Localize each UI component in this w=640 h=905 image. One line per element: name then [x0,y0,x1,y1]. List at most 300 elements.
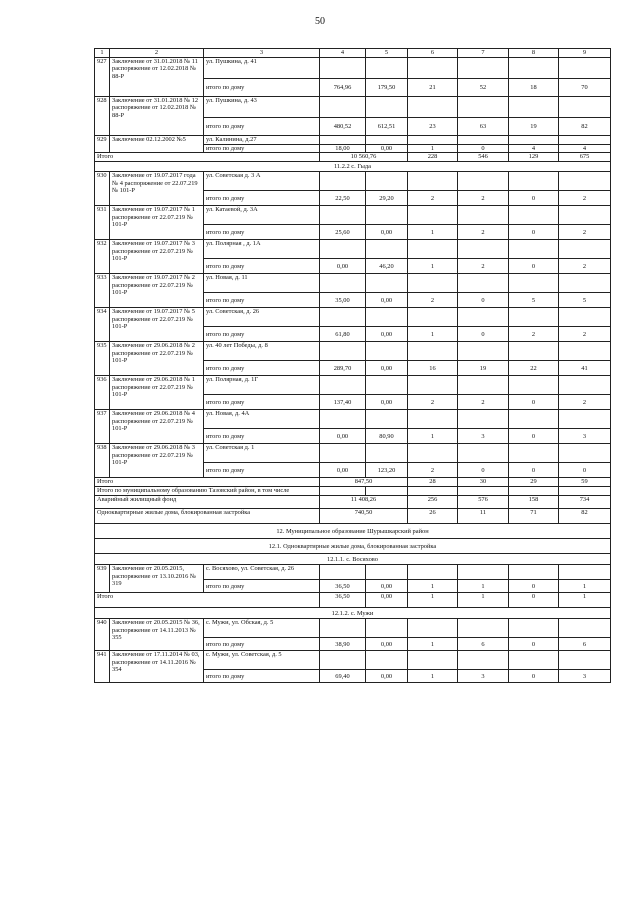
empty-cell [320,97,366,118]
record-document: Заключение от 29.06.2018 № 1 распоряжение от 22.07.219 № 101-Р [110,376,204,410]
value-cell: 0 [509,670,559,683]
empty-cell [320,342,366,361]
value-cell: 137,40 [320,395,366,410]
empty-cell [320,444,366,463]
value-cell: 71 [509,509,559,524]
value-cell: 10 560,76 [320,153,408,162]
empty-cell [509,410,559,429]
value-cell: 22,50 [320,191,366,206]
total-label: Одноквартирные жилые дома, блокированная застройка [95,509,320,524]
record-total-label: итого по дому [204,191,320,206]
record-row [95,619,611,638]
record-row [95,136,611,145]
empty-cell [408,172,458,191]
empty-cell [458,487,509,496]
record-number: 928 [95,97,110,136]
empty-cell [366,410,408,429]
empty-cell [366,565,408,580]
value-cell: 0 [509,463,559,478]
emergency-row [95,496,611,509]
record-number: 935 [95,342,110,376]
value-cell: 80,90 [366,429,408,444]
empty-cell [458,240,509,259]
empty-cell [366,619,408,638]
empty-cell [320,619,366,638]
record-total-label: итого по дому [204,225,320,240]
value-cell: 18 [509,79,559,97]
empty-cell [366,206,408,225]
empty-cell [559,58,611,79]
record-address: ул. Пушкина, д. 43 [204,97,320,118]
total-label: Итого [95,153,320,162]
value-cell: 1 [408,593,458,608]
empty-cell [458,565,509,580]
record-number: 941 [95,651,110,683]
empty-cell [458,136,509,145]
record-total-label: итого по дому [204,429,320,444]
empty-cell [366,240,408,259]
value-cell: 256 [408,496,458,509]
section-row [95,554,611,565]
value-cell: 52 [458,79,509,97]
record-address: ул. Советская д. 3 А [204,172,320,191]
value-cell: 289,70 [320,361,366,376]
value-cell: 19 [509,118,559,136]
value-cell: 0,00 [320,259,366,274]
record-document: Заключение от 17.11.2014 № 03, распоряжение от 14.11.2016 № 354 [110,651,204,683]
district-row [95,487,611,496]
empty-cell [366,58,408,79]
value-cell: 23 [408,118,458,136]
record-row [95,206,611,225]
value-cell: 0 [509,225,559,240]
record-row [95,58,611,79]
value-cell: 63 [458,118,509,136]
record-address: ул. 40 лет Победы, д. 8 [204,342,320,361]
section-row [95,162,611,172]
housing-table [94,48,611,683]
empty-cell [559,619,611,638]
empty-cell [509,565,559,580]
empty-cell [320,376,366,395]
value-cell: 0,00 [366,145,408,153]
empty-cell [509,172,559,191]
value-cell: 158 [509,496,559,509]
value-cell: 4 [559,145,611,153]
record-address: ул. Пушкина, д. 41 [204,58,320,79]
record-row [95,565,611,580]
value-cell: 480,52 [320,118,366,136]
section-row [95,524,611,539]
value-cell: 6 [458,638,509,651]
value-cell: 82 [559,118,611,136]
empty-cell [559,651,611,670]
value-cell: 2 [408,293,458,308]
record-row [95,97,611,118]
empty-cell [509,487,559,496]
record-document: Заключение от 20.05.2015 № 36, распоряжение от 14.11.2013 № 355 [110,619,204,651]
empty-cell [320,172,366,191]
empty-cell [458,274,509,293]
value-cell: 129 [509,153,559,162]
total-row [95,593,611,608]
value-cell: 3 [458,670,509,683]
value-cell: 2 [509,327,559,342]
value-cell: 11 [458,509,509,524]
empty-cell [320,651,366,670]
empty-cell [458,376,509,395]
district-total-label: Итого по муниципальному образованию Тазовский район, в том числе [95,487,320,496]
empty-cell [559,97,611,118]
section-row [95,608,611,619]
value-cell: 6 [559,638,611,651]
empty-cell [320,410,366,429]
value-cell: 18,00 [320,145,366,153]
record-total-label: итого по дому [204,118,320,136]
record-document: Заключение от 19.07.2017 № 3 распоряжение от 22.07.219 № 101-Р [110,240,204,274]
value-cell: 1 [559,593,611,608]
record-number: 929 [95,136,110,153]
record-row [95,308,611,327]
empty-cell [408,58,458,79]
empty-cell [366,376,408,395]
empty-cell [559,376,611,395]
empty-cell [366,444,408,463]
column-header: 4 [320,49,366,58]
page-number: 50 [315,16,325,27]
record-address: ул. Советская, д. 26 [204,308,320,327]
value-cell: 5 [559,293,611,308]
record-document: Заключение от 19.07.2017 № 2 распоряжение от 22.07.219 № 101-Р [110,274,204,308]
total-label: Итого [95,478,320,487]
value-cell: 228 [408,153,458,162]
record-address: ул. Полярная , д. 1А [204,240,320,259]
value-cell: 1 [408,638,458,651]
empty-cell [320,565,366,580]
record-number: 930 [95,172,110,206]
record-document: Заключение от 29.06.2018 № 4 распоряжение от 22.07.219 № 101-Р [110,410,204,444]
empty-cell [559,274,611,293]
record-address: ул. Калинина, д.27 [204,136,320,145]
value-cell: 2 [408,463,458,478]
single-family-row [95,509,611,524]
empty-cell [458,619,509,638]
empty-cell [408,410,458,429]
record-row [95,444,611,463]
empty-cell [559,565,611,580]
value-cell: 82 [559,509,611,524]
value-cell: 1 [408,259,458,274]
empty-cell [366,172,408,191]
value-cell: 29,20 [366,191,408,206]
empty-cell [458,172,509,191]
empty-cell [458,97,509,118]
value-cell: 70 [559,79,611,97]
value-cell: 0,00 [320,429,366,444]
empty-cell [408,444,458,463]
value-cell: 0 [458,293,509,308]
section-title: 11.2.2 с. Гыда [95,162,611,172]
empty-cell [458,342,509,361]
record-address: ул. Полярная, д. 1Г [204,376,320,395]
empty-cell [408,376,458,395]
value-cell: 0 [509,429,559,444]
record-number: 933 [95,274,110,308]
value-cell: 1 [559,580,611,593]
record-address: ул. Советская д. 1 [204,444,320,463]
empty-cell [458,651,509,670]
empty-cell [408,619,458,638]
value-cell: 847,50 [320,478,408,487]
section-title: 12.1.1. с. Восяхово [95,554,611,565]
empty-cell [559,172,611,191]
section-title: 12.1.2. с. Мужи [95,608,611,619]
record-document: Заключение от 19.07.2017 года № 4 распоряжение от 22.07.219 № 101-Р [110,172,204,206]
column-header: 1 [95,49,110,58]
record-document: Заключение 02.12.2002 №5 [110,136,204,153]
value-cell: 46,20 [366,259,408,274]
empty-cell [509,619,559,638]
record-number: 932 [95,240,110,274]
empty-cell [509,97,559,118]
record-address: с. Мужи, ул. Советская, д. 5 [204,651,320,670]
value-cell: 36,50 [320,593,366,608]
record-address: с. Восяхово, ул. Советская, д. 26 [204,565,320,580]
record-number: 940 [95,619,110,651]
value-cell: 2 [458,259,509,274]
value-cell: 16 [408,361,458,376]
value-cell: 61,80 [320,327,366,342]
record-row [95,651,611,670]
record-row [95,240,611,259]
empty-cell [408,342,458,361]
empty-cell [559,206,611,225]
record-number: 936 [95,376,110,410]
empty-cell [408,274,458,293]
value-cell: 0,00 [366,670,408,683]
value-cell: 1 [408,225,458,240]
record-total-label: итого по дому [204,327,320,342]
record-document: Заключение от 29.06.2018 № 2 распоряжение от 22.07.219 № 101-Р [110,342,204,376]
empty-cell [509,58,559,79]
record-address: ул. Новая, д. 11 [204,274,320,293]
total-label: Аварийный жилищный фонд [95,496,320,509]
empty-cell [408,565,458,580]
record-row [95,172,611,191]
section-title: 12. Муниципальное образование Шурышкарский район [95,524,611,539]
value-cell: 0 [509,259,559,274]
empty-cell [320,487,366,496]
record-total-label: итого по дому [204,395,320,410]
record-row [95,274,611,293]
empty-cell [408,136,458,145]
record-total-label: итого по дому [204,361,320,376]
value-cell: 0 [458,327,509,342]
header-row [95,49,611,58]
total-row [95,153,611,162]
value-cell: 2 [559,327,611,342]
value-cell: 3 [559,670,611,683]
value-cell: 0 [509,395,559,410]
record-number: 927 [95,58,110,97]
empty-cell [320,308,366,327]
total-row [95,478,611,487]
record-total-label: итого по дому [204,463,320,478]
value-cell: 11 408,26 [320,496,408,509]
value-cell: 0 [509,580,559,593]
empty-cell [366,308,408,327]
record-total-label: итого по дому [204,79,320,97]
total-label: Итого [95,593,320,608]
empty-cell [408,206,458,225]
value-cell: 0,00 [366,293,408,308]
empty-cell [458,444,509,463]
empty-cell [509,206,559,225]
value-cell: 3 [458,429,509,444]
empty-cell [320,274,366,293]
record-document: Заключение от 20.05.2015, распоряжение от 13.10.2016 № 319 [110,565,204,593]
column-header: 9 [559,49,611,58]
section-title: 12.1. Одноквартирные жилые дома, блокированная застройка [95,539,611,554]
value-cell: 0,00 [366,225,408,240]
value-cell: 36,50 [320,580,366,593]
value-cell: 25,60 [320,225,366,240]
empty-cell [408,487,458,496]
value-cell: 4 [509,145,559,153]
value-cell: 69,40 [320,670,366,683]
record-document: Заключение от 31.01.2018 № 12 распоряжение от 12.02.2018 № 88-Р [110,97,204,136]
empty-cell [408,240,458,259]
empty-cell [458,58,509,79]
value-cell: 3 [559,429,611,444]
value-cell: 1 [408,429,458,444]
record-number: 937 [95,410,110,444]
value-cell: 38,90 [320,638,366,651]
value-cell: 0,00 [366,327,408,342]
empty-cell [559,410,611,429]
value-cell: 179,50 [366,79,408,97]
column-header: 7 [458,49,509,58]
value-cell: 2 [458,395,509,410]
value-cell: 29 [509,478,559,487]
record-total-label: итого по дому [204,580,320,593]
value-cell: 0 [458,463,509,478]
empty-cell [408,651,458,670]
column-header: 2 [110,49,204,58]
record-total-label: итого по дому [204,259,320,274]
record-document: Заключение от 31.01.2018 № 11 распоряжение от 12.02.2018 № 88-Р [110,58,204,97]
value-cell: 2 [559,225,611,240]
record-document: Заключение от 19.07.2017 № 5 распоряжение от 22.07.219 № 101-Р [110,308,204,342]
value-cell: 2 [408,191,458,206]
record-total-label: итого по дому [204,638,320,651]
value-cell: 2 [458,191,509,206]
column-header: 8 [509,49,559,58]
record-address: ул. Катаевой, д. 3А [204,206,320,225]
empty-cell [509,444,559,463]
empty-cell [559,444,611,463]
column-header: 3 [204,49,320,58]
record-total-label: итого по дому [204,670,320,683]
value-cell: 0,00 [366,593,408,608]
value-cell: 1 [408,670,458,683]
value-cell: 2 [559,191,611,206]
record-row [95,410,611,429]
empty-cell [320,58,366,79]
empty-cell [366,487,408,496]
value-cell: 1 [408,580,458,593]
value-cell: 1 [458,593,509,608]
value-cell: 612,51 [366,118,408,136]
empty-cell [366,651,408,670]
empty-cell [559,487,611,496]
empty-cell [366,136,408,145]
empty-cell [559,136,611,145]
value-cell: 740,50 [320,509,408,524]
value-cell: 19 [458,361,509,376]
record-row [95,376,611,395]
value-cell: 675 [559,153,611,162]
column-header: 6 [408,49,458,58]
record-address: с. Мужи, ул. Обская, д. 5 [204,619,320,638]
value-cell: 0 [509,191,559,206]
empty-cell [320,206,366,225]
empty-cell [458,410,509,429]
value-cell: 2 [458,225,509,240]
value-cell: 0 [559,463,611,478]
value-cell: 1 [458,580,509,593]
record-address: ул. Новая, д. 4А [204,410,320,429]
record-number: 931 [95,206,110,240]
value-cell: 0,00 [366,638,408,651]
column-header: 5 [366,49,408,58]
empty-cell [559,240,611,259]
record-total-label: итого по дому [204,145,320,153]
value-cell: 0 [509,593,559,608]
record-row [95,342,611,361]
value-cell: 764,96 [320,79,366,97]
value-cell: 41 [559,361,611,376]
value-cell: 2 [408,395,458,410]
value-cell: 123,20 [366,463,408,478]
empty-cell [509,240,559,259]
empty-cell [559,342,611,361]
empty-cell [559,308,611,327]
value-cell: 22 [509,361,559,376]
empty-cell [509,376,559,395]
value-cell: 59 [559,478,611,487]
empty-cell [366,274,408,293]
value-cell: 0,00 [320,463,366,478]
empty-cell [408,308,458,327]
value-cell: 0,00 [366,361,408,376]
empty-cell [458,308,509,327]
value-cell: 2 [559,259,611,274]
empty-cell [320,240,366,259]
empty-cell [509,274,559,293]
value-cell: 5 [509,293,559,308]
value-cell: 0,00 [366,395,408,410]
value-cell: 1 [408,145,458,153]
value-cell: 26 [408,509,458,524]
value-cell: 21 [408,79,458,97]
empty-cell [458,206,509,225]
value-cell: 30 [458,478,509,487]
value-cell: 2 [559,395,611,410]
value-cell: 1 [408,327,458,342]
empty-cell [366,342,408,361]
record-number: 934 [95,308,110,342]
